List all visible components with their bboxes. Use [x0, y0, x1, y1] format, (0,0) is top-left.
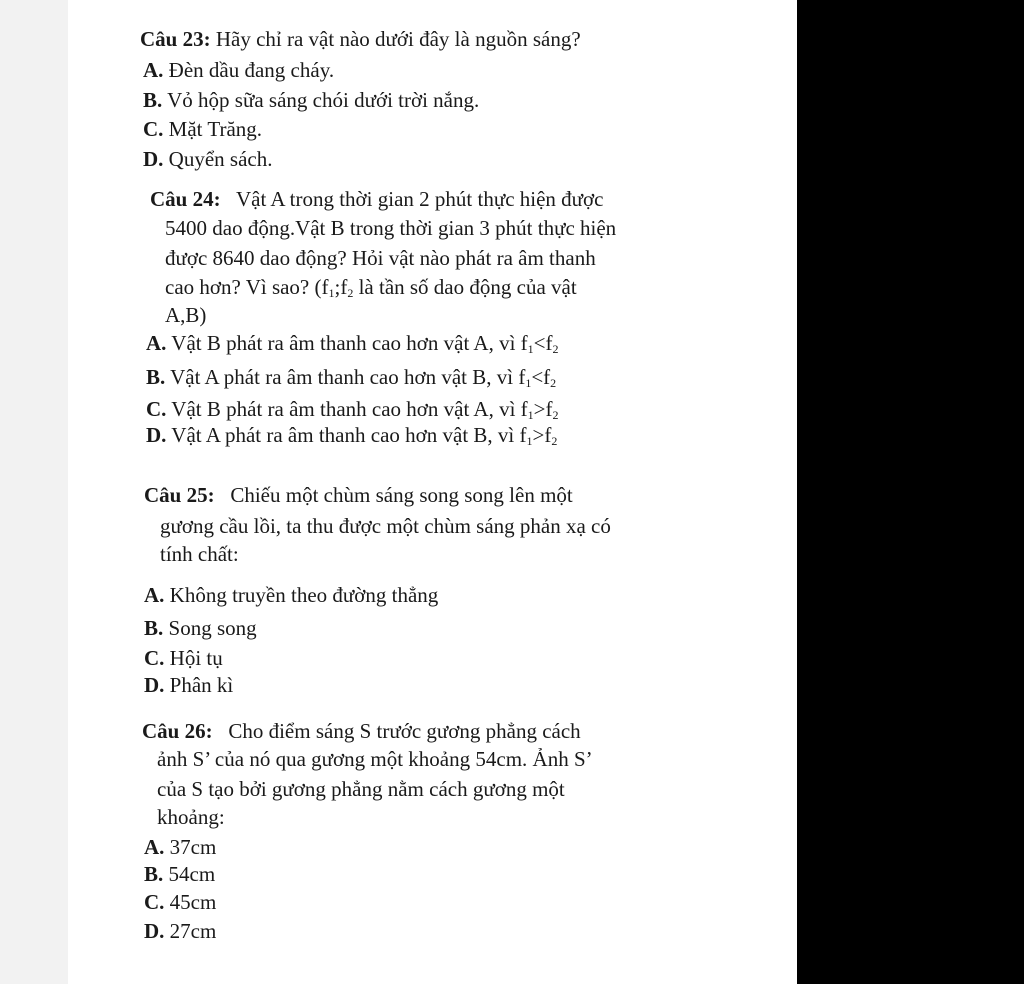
option-text: Song song	[168, 616, 257, 640]
question-stem-line: tính chất:	[160, 542, 239, 566]
question-25-option-b	[144, 615, 257, 641]
subscript: 1	[527, 342, 534, 356]
question-23-option-b	[143, 87, 479, 113]
stem-text: ;f	[334, 275, 348, 299]
question-stem-line: được 8640 dao động? Hỏi vật nào phát ra âm thanh	[165, 246, 596, 270]
question-stem-line: 5400 dao động.Vật B trong thời gian 3 phút thực hiện	[165, 216, 617, 240]
question-stem-line: Vật A trong thời gian 2 phút thực hiện được	[235, 187, 604, 211]
question-stem-line: Cho điểm sáng S trước gương phẳng cách	[228, 719, 581, 743]
question-number: Câu 25:	[144, 483, 215, 507]
option-text: Không truyền theo đường thẳng	[169, 583, 439, 607]
question-stem-line: gương cầu lồi, ta thu được một chùm sáng phản xạ có	[160, 514, 611, 538]
option-letter: D.	[143, 147, 164, 171]
stem-text: là tần số dao động của vật	[353, 275, 577, 299]
question-23-heading	[140, 26, 581, 52]
option-text: >f	[532, 423, 552, 447]
option-letter: A.	[144, 583, 165, 607]
option-text: 45cm	[169, 890, 217, 914]
question-24-option-a	[146, 330, 558, 362]
option-text: Vật B phát ra âm thanh cao hơn vật A, vì f	[171, 397, 528, 421]
option-text: Mặt Trăng.	[168, 117, 263, 141]
option-text: <f	[531, 365, 551, 389]
option-text: 37cm	[169, 835, 217, 859]
subscript: 2	[552, 408, 559, 422]
subscript: 2	[550, 376, 557, 390]
subscript: 2	[552, 342, 559, 356]
left-margin	[0, 0, 68, 984]
question-24-option-d	[146, 422, 557, 454]
subscript: 2	[551, 434, 558, 448]
option-text: Hội tụ	[169, 646, 223, 670]
option-text: Vỏ hộp sữa sáng chói dưới trời nắng.	[167, 88, 480, 112]
question-24-option-b	[146, 364, 556, 396]
question-24-heading	[150, 186, 603, 212]
question-stem-line: Chiếu một chùm sáng song song lên một	[230, 483, 573, 507]
option-letter: B.	[146, 365, 166, 389]
question-23-option-a	[143, 57, 334, 83]
question-number: Câu 24:	[150, 187, 221, 211]
question-25-option-d	[144, 672, 233, 698]
question-number: Câu 26:	[142, 719, 213, 743]
option-letter: B.	[144, 616, 164, 640]
option-text: Vật B phát ra âm thanh cao hơn vật A, vì f	[171, 331, 528, 355]
question-23-option-c	[143, 116, 262, 142]
option-letter: D.	[144, 919, 165, 943]
option-letter: D.	[146, 423, 167, 447]
question-25-option-c	[144, 645, 223, 671]
option-letter: C.	[143, 117, 164, 141]
option-text: Vật A phát ra âm thanh cao hơn vật B, vì f	[170, 365, 526, 389]
option-letter: C.	[146, 397, 167, 421]
question-stem-line: ảnh S’ của nó qua gương một khoảng 54cm. Ảnh S’	[157, 747, 593, 771]
option-letter: D.	[144, 673, 165, 697]
subscript: 2	[347, 286, 354, 300]
option-text: Quyển sách.	[168, 147, 273, 171]
option-text: Phân kì	[169, 673, 234, 697]
question-25-heading	[144, 482, 573, 508]
subscript: 1	[527, 408, 534, 422]
stem-text: cao hơn? Vì sao? (f	[165, 275, 329, 299]
question-26-option-b	[144, 861, 215, 887]
option-text: Vật A phát ra âm thanh cao hơn vật B, vì f	[171, 423, 527, 447]
question-25-option-a	[144, 582, 438, 608]
option-letter: B.	[144, 862, 164, 886]
subscript: 1	[328, 286, 335, 300]
question-26-heading	[142, 718, 581, 744]
question-26-option-a	[144, 834, 216, 860]
question-stem-line: của S tạo bởi gương phẳng nằm cách gương một	[157, 777, 565, 801]
question-stem-line	[165, 274, 577, 306]
option-text: 27cm	[169, 919, 217, 943]
option-letter: A.	[144, 835, 165, 859]
option-letter: C.	[144, 890, 165, 914]
question-26-option-d	[144, 918, 216, 944]
question-number: Câu 23:	[140, 27, 211, 51]
option-text: Đèn dầu đang cháy.	[168, 58, 335, 82]
question-23-option-d	[143, 146, 272, 172]
subscript: 1	[526, 434, 533, 448]
question-stem-line: Hãy chỉ ra vật nào dưới đây là nguồn sáng?	[215, 27, 581, 51]
option-text: 54cm	[168, 862, 216, 886]
option-letter: B.	[143, 88, 163, 112]
question-26-option-c	[144, 889, 216, 915]
option-text: >f	[533, 397, 553, 421]
question-stem-line: A,B)	[165, 303, 207, 327]
option-letter: C.	[144, 646, 165, 670]
option-letter: A.	[146, 331, 167, 355]
question-stem-line: khoảng:	[157, 805, 225, 829]
option-letter: A.	[143, 58, 164, 82]
option-text: <f	[533, 331, 553, 355]
subscript: 1	[525, 376, 532, 390]
